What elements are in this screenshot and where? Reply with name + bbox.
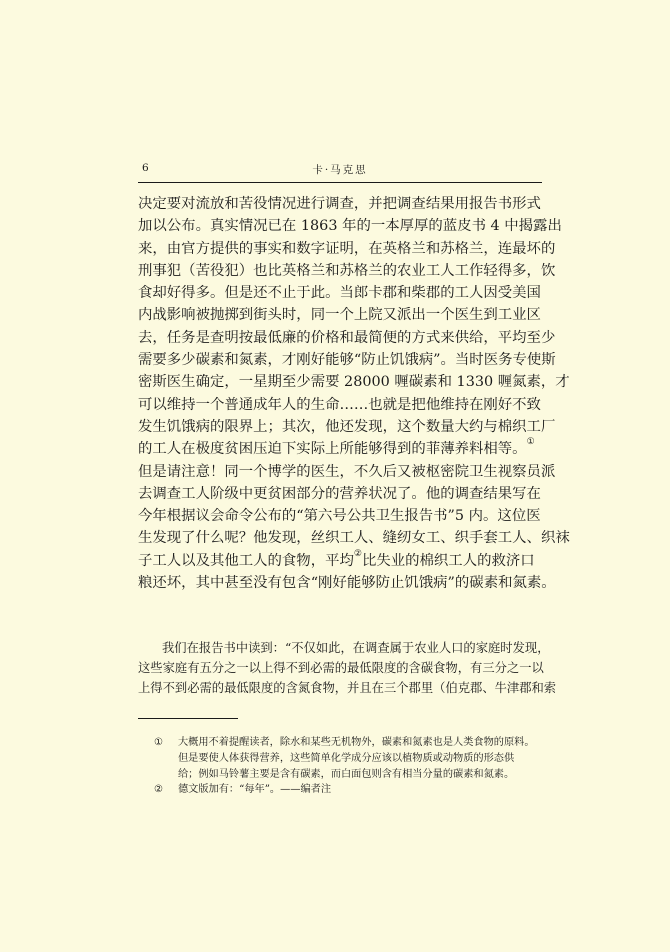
text-line: 去，任务是查明按最低廉的价格和最简便的方式来供给，平均至少 xyxy=(138,329,556,346)
text-line: 密斯医生确定，一星期至少需要 28000 喱碳素和 1330 喱氮素，才 xyxy=(138,374,570,391)
quoted-passage xyxy=(138,638,557,699)
footnote-marker: ② xyxy=(154,784,164,796)
text-line: 决定要对流放和苦役情况进行调查，并把调查结果用报告书形式 xyxy=(138,196,541,212)
footnote-line: 德文版加有：“每年”。——编者注 xyxy=(178,784,332,796)
footnote-marker: ① xyxy=(154,737,164,748)
footnote-line: 给；例如马铃薯主要是含有碳素，而白面包则含有相当分量的碳素和氮素。 xyxy=(178,768,515,780)
footnote-line: 但是要使人体获得营养，这些简单化学成分应该以植物质或动物质的形态供 xyxy=(178,752,515,764)
text-line: 今年根据议会命令公布的“第六号公共卫生报告书”5 内。这位医 xyxy=(138,508,541,525)
footnote-rule xyxy=(138,718,238,719)
footnotes xyxy=(138,735,542,798)
text-line: 需要多少碳素和氮素，才刚好能够“防止饥饿病”。当时医务专使斯 xyxy=(138,352,556,369)
text-segment: 比失业的棉织工人的救济口 xyxy=(361,552,535,569)
header-rule xyxy=(138,182,542,183)
text-line: 可以维持一个普通成年人的生命……也就是把他维持在刚好不致 xyxy=(138,396,541,413)
footnote-1 xyxy=(138,735,542,782)
quote-line: 上得不到必需的最低限度的含氮食物，并且在三个郡里（伯克郡、牛津郡和索 xyxy=(138,681,557,696)
main-text xyxy=(138,193,570,594)
footnote-ref-2[interactable]: ② xyxy=(353,548,362,559)
text-line: 但是请注意！同一个博学的医生，不久后又被枢密院卫生视察员派 xyxy=(138,463,556,480)
text-line: 加以公布。真实情况已在 1863 年的一本厚厚的蓝皮书 4 中揭露出 xyxy=(138,218,562,235)
text-line: 去调查工人阶级中更贫困部分的营养状况了。他的调查结果写在 xyxy=(138,485,541,502)
quote-line: 我们在报告书中读到：“不仅如此，在调查属于农业人口的家庭时发现， xyxy=(162,641,550,655)
footnote-ref-1[interactable]: ① xyxy=(526,437,535,448)
quote-line: 这些家庭有五分之一以上得不到必需的最低限度的含碳食物，有三分之一以 xyxy=(138,661,544,676)
text-line: 生发现了什么呢？他发现，丝织工人、缝纫女工、织手套工人、织袜 xyxy=(138,530,570,547)
text-line: 食却好得多。但是还不止于此。当郎卡郡和柴郡的工人因受美国 xyxy=(138,285,541,302)
text-line xyxy=(138,550,542,572)
text-line: 内战影响被抛掷到街头时，同一个上院又派出一个医生到工业区 xyxy=(138,307,541,324)
page-number: 6 xyxy=(142,162,149,174)
text-line xyxy=(138,438,542,460)
footnote-2 xyxy=(138,782,542,798)
text-segment: 的工人在极度贫困压迫下实际上所能够得到的菲薄养料相等。 xyxy=(138,441,527,458)
text-line: 发生饥饿病的限界上；其次，他还发现，这个数量大约与棉织工厂 xyxy=(138,418,556,435)
running-header xyxy=(138,162,542,178)
text-segment: 子工人以及其他工人的食物，平均 xyxy=(138,552,354,569)
text-line: 来，由官方提供的事实和数字证明，在英格兰和苏格兰，连最坏的 xyxy=(138,240,556,257)
text-line: 刑事犯（苦役犯）也比英格兰和苏格兰的农业工人工作轻得多，饮 xyxy=(138,262,556,279)
running-title: 卡·马克思 xyxy=(312,164,368,176)
text-line: 粮还坏，其中甚至没有包含“刚好能够防止饥饿病”的碳素和氮素。 xyxy=(138,575,556,592)
footnote-line: 大概用不着提醒读者，除水和某些无机物外，碳素和氮素也是人类食物的原料。 xyxy=(178,737,535,748)
